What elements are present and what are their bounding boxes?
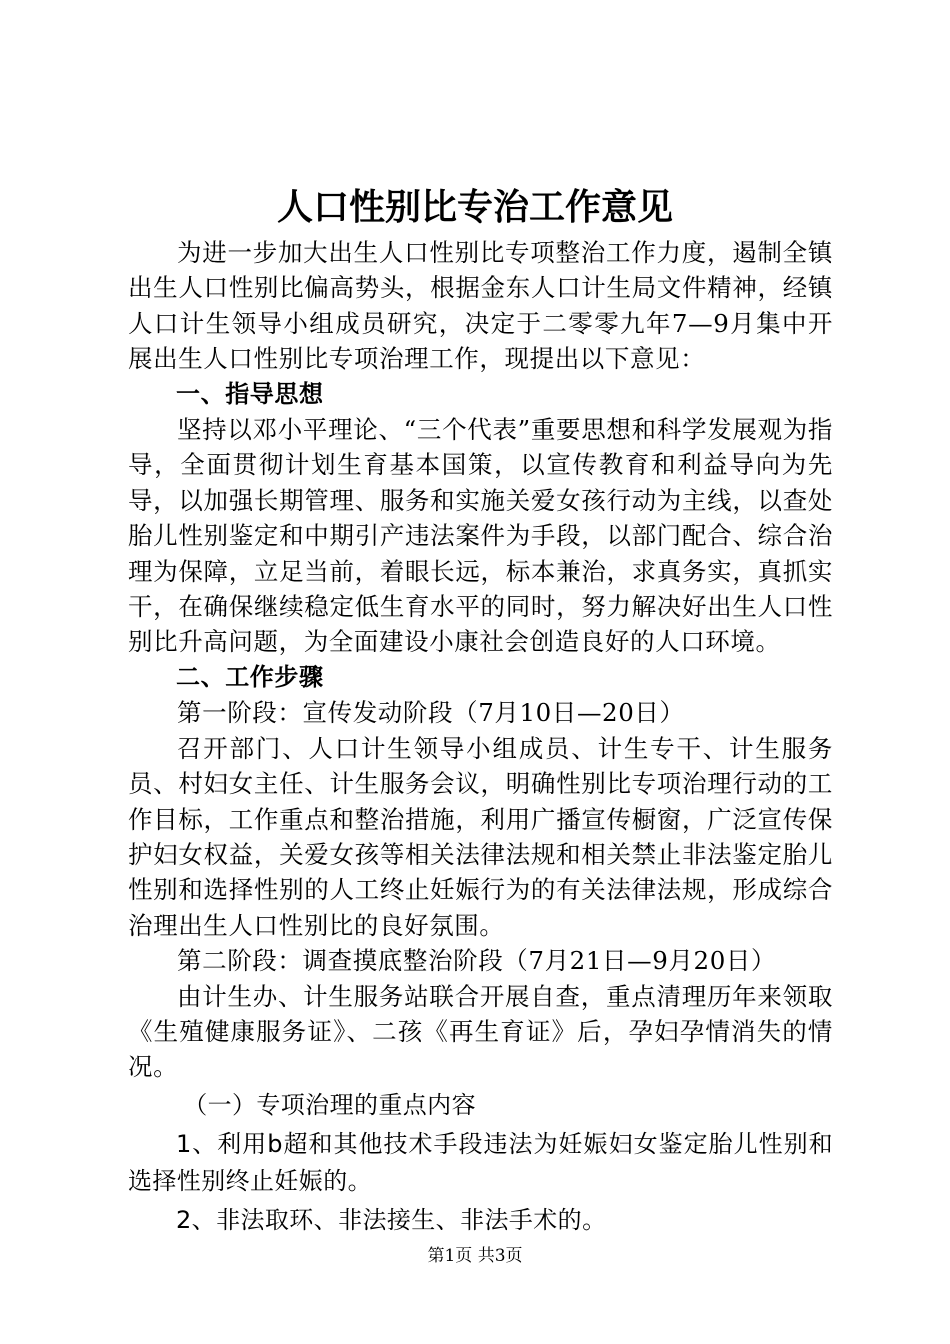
- subsection-heading-key-content: （一）专项治理的重点内容: [183, 1090, 476, 1119]
- section-heading-guiding-thought: 一、指导思想: [176, 379, 324, 408]
- guiding-thought-paragraph: 坚持以邓小平理论、“三个代表”重要思想和科学发展观为指导，全面贯彻计划生育基本国策，以宣传教育和利益导向为先导，以加强长期管理、服务和实施关爱女孩行动为主线，以查处胎儿性别鉴定和中期引产违法案件为手段，以部门配合、综合治理为保障，立足当前，着眼长远，标本兼治，求真务实，真抓实干，在确保继续稳定低生育水平的同时，努力解决好出生人口性别比升高问题，为全面建设小康社会创造良好的人口环境。: [128, 415, 833, 657]
- list-item-1: 1、利用b超和其他技术手段违法为妊娠妇女鉴定胎儿性别和选择性别终止妊娠的。: [128, 1129, 833, 1195]
- stage-two-paragraph: 由计生办、计生服务站联合开展自查，重点清理历年来领取《生殖健康服务证》、二孩《再生育证》后，孕妇孕情消失的情况。: [128, 981, 833, 1082]
- intro-paragraph: 为进一步加大出生人口性别比专项整治工作力度，遏制全镇出生人口性别比偏高势头，根据金东人口计生局文件精神，经镇人口计生领导小组成员研究，决定于二零零九年7—9月集中开展出生人口性别比专项治理工作，现提出以下意见：: [128, 238, 833, 374]
- stage-one-paragraph: 召开部门、人口计生领导小组成员、计生专干、计生服务员、村妇女主任、计生服务会议，明确性别比专项治理行动的工作目标，工作重点和整治措施，利用广播宣传橱窗，广泛宣传保护妇女权益，关爱女孩等相关法律法规和相关禁止非法鉴定胎儿性别和选择性别的人工终止妊娠行为的有关法律法规，形成综合治理出生人口性别比的良好氛围。: [128, 733, 833, 940]
- page-number-footer: 第1页 共3页: [427, 1246, 523, 1266]
- list-item-2: 2、非法取环、非法接生、非法手术的。: [176, 1205, 607, 1234]
- document-body: [128, 235, 833, 1239]
- stage-two-title: 第二阶段：调查摸底整治阶段（7月21日—9月20日）: [177, 946, 777, 976]
- document-title: 人口性别比专治工作意见: [276, 187, 673, 228]
- stage-one-title: 第一阶段：宣传发动阶段（7月10日—20日）: [177, 698, 685, 728]
- section-heading-work-steps: 二、工作步骤: [176, 662, 324, 691]
